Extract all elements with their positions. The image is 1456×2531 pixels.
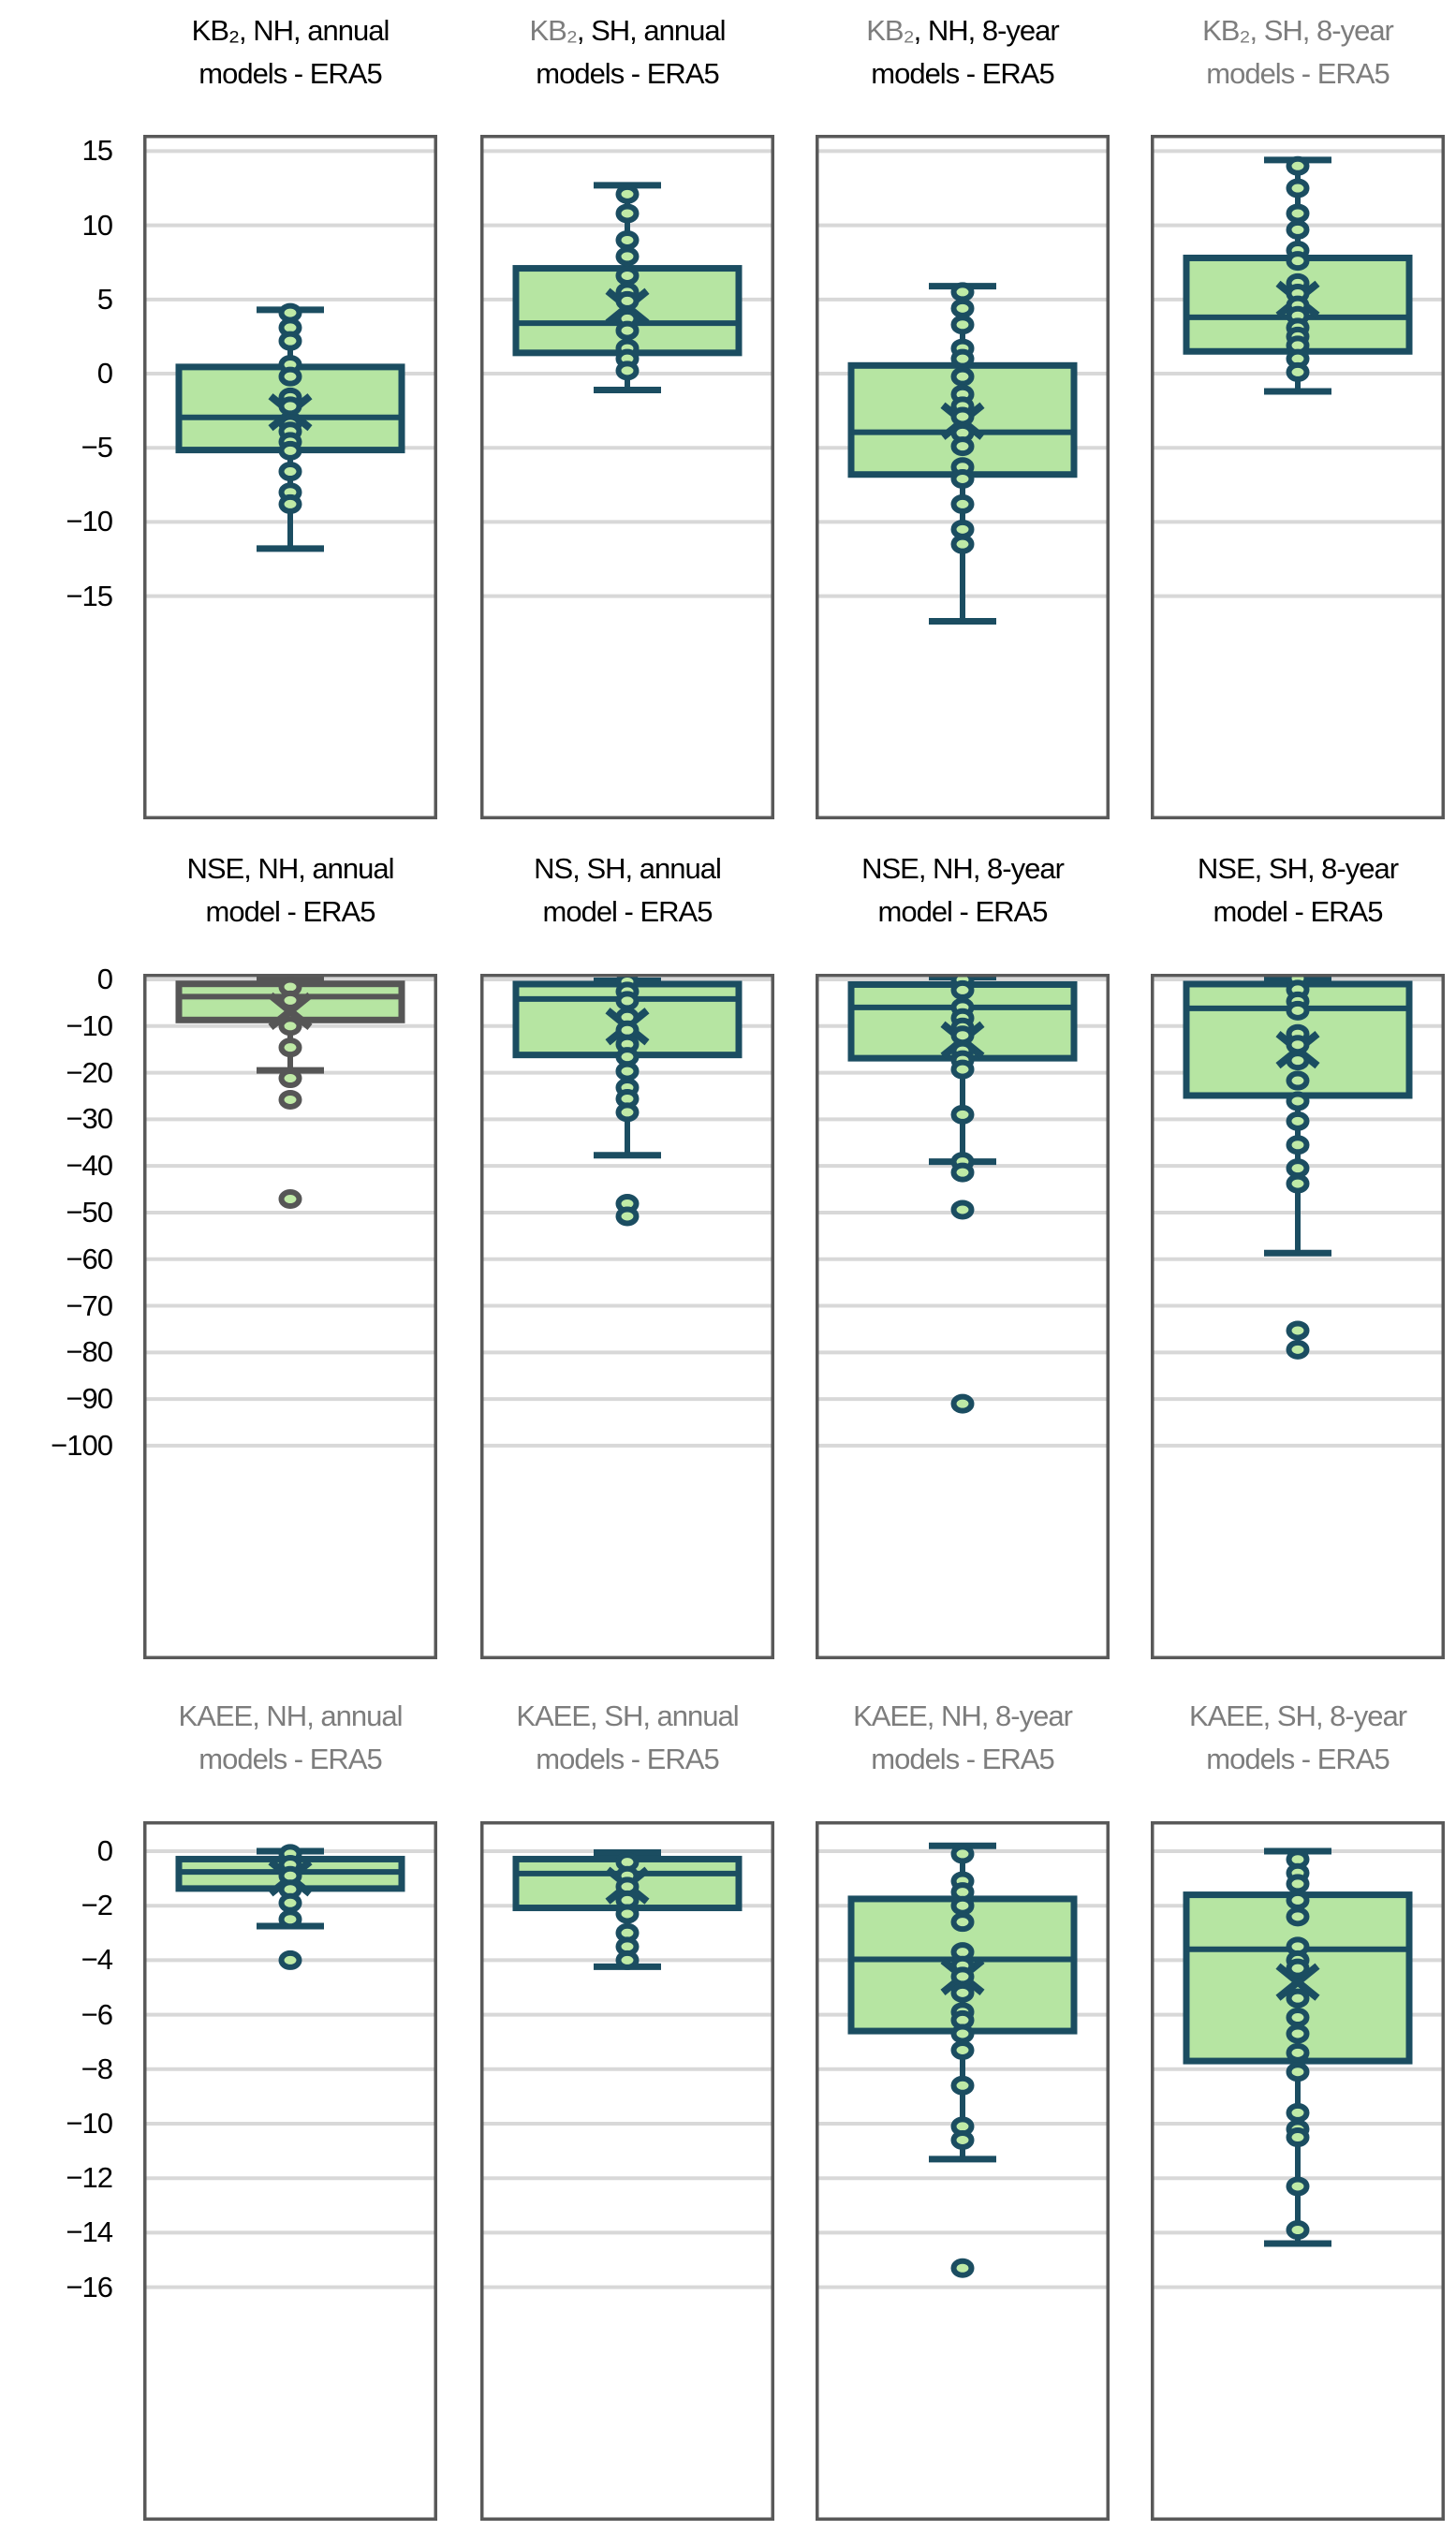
boxplot-canvas: [480, 135, 774, 819]
subplot-title-line2: model - ERA5: [877, 895, 1048, 928]
data-point-dot: [282, 1953, 300, 1967]
data-point-dot: [1289, 223, 1307, 237]
data-point-dot: [282, 993, 300, 1008]
subplot-title-line2: model - ERA5: [542, 895, 713, 928]
data-point-dot: [282, 444, 300, 458]
data-point-dot: [619, 363, 637, 377]
title-qualifier: , NH, annual: [252, 1700, 403, 1732]
title-qualifier: , SH, annual: [576, 14, 726, 47]
subplot-title: [785, 1695, 1140, 1781]
data-point-dot: [954, 1202, 972, 1216]
data-point-dot: [1289, 2179, 1307, 2193]
y-axis-tick-label: −10: [66, 1009, 112, 1042]
data-point-dot: [282, 1071, 300, 1085]
subplot-title: [785, 9, 1140, 96]
data-point-dot: [954, 1166, 972, 1180]
y-axis-tick-label: −40: [66, 1149, 112, 1182]
data-point-dot: [954, 1847, 972, 1861]
title-qualifier: , NH, 8-year: [926, 1700, 1072, 1732]
subplot-title: [785, 847, 1140, 934]
data-point-dot: [619, 249, 637, 263]
data-point-dot: [954, 302, 972, 316]
data-point-dot: [1289, 1876, 1307, 1891]
title-qualifier: , SH, annual: [590, 1700, 739, 1732]
subplot-title-line1: [449, 1695, 805, 1738]
y-axis-tick-label: −70: [66, 1289, 112, 1322]
title-qualifier: , SH, 8-year: [1249, 14, 1393, 47]
data-point-dot: [954, 2133, 972, 2147]
boxplot-canvas: [1151, 1821, 1445, 2521]
data-point-dot: [1289, 1053, 1307, 1067]
subplot-title-line2: models - ERA5: [1206, 1743, 1390, 1775]
subplot-title-line1: [785, 847, 1140, 890]
data-point-dot: [1289, 1893, 1307, 1907]
data-point-dot: [1289, 2065, 1307, 2079]
data-point-dot: [1289, 2130, 1307, 2144]
data-point-dot: [619, 1105, 637, 1119]
metric-label: KB₂: [1202, 14, 1250, 47]
y-axis-tick-label: −2: [81, 1889, 112, 1921]
subplot-title: [1120, 1695, 1456, 1781]
data-point-dot: [954, 1108, 972, 1122]
subplot-title-line1: [112, 1695, 468, 1738]
subplot-title: [449, 847, 805, 934]
metric-label: KB₂: [529, 14, 577, 47]
y-axis-tick-label: −15: [66, 580, 112, 612]
data-point-dot: [954, 439, 972, 453]
title-qualifier: , NH, 8-year: [918, 852, 1064, 885]
metric-label: KAEE: [516, 1700, 591, 1732]
data-point-dot: [619, 1953, 637, 1967]
y-axis-tick-label: −14: [66, 2215, 112, 2248]
title-qualifier: , SH, annual: [572, 852, 721, 885]
data-point-dot: [619, 187, 637, 201]
y-axis-tick-label: 15: [81, 134, 112, 167]
metric-label: KAEE: [178, 1700, 253, 1732]
subplot-title: [1120, 847, 1456, 934]
title-qualifier: , SH, 8-year: [1262, 1700, 1407, 1732]
subplot-title-line1: [1120, 9, 1456, 52]
data-point-dot: [282, 1093, 300, 1107]
subplot-title: [112, 9, 468, 96]
data-point-dot: [619, 1065, 637, 1079]
data-point-dot: [282, 1896, 300, 1910]
data-point-dot: [954, 352, 972, 366]
data-point-dot: [1289, 1343, 1307, 1357]
subplot-title: [449, 1695, 805, 1781]
boxplot-canvas: [480, 1821, 774, 2521]
y-axis-tick-label: 0: [96, 357, 112, 390]
data-point-dot: [954, 1063, 972, 1077]
boxplot-canvas: [143, 974, 437, 1659]
metric-label: NSE: [861, 852, 919, 885]
data-point-dot: [954, 317, 972, 331]
y-axis-tick-label: −8: [81, 2053, 112, 2085]
metric-label: KB₂: [866, 14, 914, 47]
subplot-title: [112, 1695, 468, 1781]
data-point-dot: [619, 1209, 637, 1223]
data-point-dot: [1289, 206, 1307, 220]
data-point-dot: [282, 306, 300, 320]
subplot-title: [449, 9, 805, 96]
data-point-dot: [1289, 1094, 1307, 1108]
boxplot-canvas: [143, 1821, 437, 2521]
title-qualifier: , NH, annual: [239, 14, 390, 47]
data-point-dot: [954, 1969, 972, 1983]
subplot-title-line2: models - ERA5: [1206, 57, 1390, 90]
data-point-dot: [1289, 2026, 1307, 2040]
y-axis-tick-label: 5: [96, 283, 112, 316]
subplot-title: [1120, 9, 1456, 96]
data-point-dot: [619, 294, 637, 308]
data-point-dot: [1289, 2046, 1307, 2060]
data-point-dot: [954, 285, 972, 299]
data-point-dot: [1289, 2010, 1307, 2024]
data-point-dot: [282, 464, 300, 478]
boxplot-canvas: [1151, 974, 1445, 1659]
data-point-dot: [1289, 159, 1307, 173]
data-point-dot: [282, 1192, 300, 1206]
data-point-dot: [954, 1915, 972, 1929]
data-point-dot: [954, 522, 972, 537]
subplot-title-line2: models - ERA5: [871, 57, 1054, 90]
y-axis-tick-label: −80: [66, 1335, 112, 1368]
subplot-title-line2: models - ERA5: [199, 1743, 382, 1775]
y-axis-tick-label: −60: [66, 1243, 112, 1275]
metric-label: KAEE: [1188, 1700, 1263, 1732]
data-point-dot: [282, 370, 300, 384]
data-point-dot: [954, 983, 972, 997]
data-point-dot: [954, 370, 972, 384]
data-point-dot: [282, 399, 300, 413]
data-point-dot: [954, 537, 972, 552]
y-axis-tick-label: 0: [96, 1834, 112, 1867]
subplot-title: [112, 847, 468, 934]
subplot-title-line2: model - ERA5: [205, 895, 375, 928]
data-point-dot: [1289, 1992, 1307, 2006]
metric-label: NS: [534, 852, 573, 885]
data-point-dot: [1289, 1177, 1307, 1191]
y-axis-tick-label: 10: [81, 209, 112, 242]
data-point-dot: [1289, 254, 1307, 268]
data-point-dot: [1289, 1004, 1307, 1018]
title-qualifier: , SH, 8-year: [1254, 852, 1399, 885]
data-point-dot: [954, 497, 972, 511]
y-axis-tick-label: −10: [66, 505, 112, 537]
metric-label: KB₂: [191, 14, 240, 47]
data-point-dot: [282, 334, 300, 348]
data-point-dot: [1289, 1962, 1307, 1976]
metric-label: NSE: [186, 852, 244, 885]
data-point-dot: [1289, 1323, 1307, 1337]
data-point-dot: [954, 1397, 972, 1411]
data-point-dot: [1289, 1074, 1307, 1088]
data-point-dot: [619, 233, 637, 247]
boxplot-canvas: [816, 135, 1110, 819]
y-axis-tick-label: −16: [66, 2271, 112, 2303]
metric-label: KAEE: [853, 1700, 927, 1732]
data-point-dot: [954, 2043, 972, 2057]
data-point-dot: [282, 1040, 300, 1054]
y-axis-tick-label: −30: [66, 1102, 112, 1135]
subplot-title-line1: [449, 9, 805, 52]
data-point-dot: [1289, 1909, 1307, 1923]
subplot-title-line2: models - ERA5: [536, 1743, 719, 1775]
title-qualifier: , NH, 8-year: [913, 14, 1059, 47]
data-point-dot: [619, 206, 637, 220]
metric-label: NSE: [1197, 852, 1255, 885]
subplot-title-line1: [112, 9, 468, 52]
boxplot-canvas: [816, 1821, 1110, 2521]
data-point-dot: [1289, 2106, 1307, 2120]
subplot-title-line2: models - ERA5: [199, 57, 382, 90]
subplot-title-line2: model - ERA5: [1213, 895, 1383, 928]
data-point-dot: [619, 269, 637, 283]
data-point-dot: [1289, 2223, 1307, 2237]
data-point-dot: [619, 993, 637, 1008]
boxplot-canvas: [1151, 135, 1445, 819]
data-point-dot: [954, 472, 972, 486]
data-point-dot: [619, 1906, 637, 1920]
subplot-title-line2: models - ERA5: [871, 1743, 1054, 1775]
subplot-title-line2: models - ERA5: [536, 57, 719, 90]
data-point-dot: [954, 1986, 972, 2000]
data-point-dot: [1289, 365, 1307, 379]
data-point-dot: [619, 324, 637, 338]
subplot-title-line1: [785, 9, 1140, 52]
data-point-dot: [282, 1019, 300, 1033]
data-point-dot: [954, 1899, 972, 1913]
y-axis-tick-label: −6: [81, 1998, 112, 2031]
subplot-title-line1: [1120, 847, 1456, 890]
y-axis-tick-label: −100: [51, 1429, 112, 1462]
subplot-title-line1: [112, 847, 468, 890]
title-qualifier: , NH, annual: [243, 852, 394, 885]
subplot-title-line1: [1120, 1695, 1456, 1738]
data-point-dot: [1289, 1114, 1307, 1128]
data-point-dot: [282, 497, 300, 511]
y-axis-tick-label: −5: [81, 431, 112, 464]
subplot-title-line1: [449, 847, 805, 890]
y-axis-tick-label: −10: [66, 2107, 112, 2140]
y-axis-tick-label: −4: [81, 1943, 112, 1976]
y-axis-tick-label: −90: [66, 1382, 112, 1415]
data-point-dot: [954, 1028, 972, 1042]
data-point-dot: [954, 409, 972, 423]
y-axis-tick-label: −12: [66, 2161, 112, 2194]
data-point-dot: [1289, 1138, 1307, 1152]
boxplot-canvas: [143, 135, 437, 819]
y-axis-tick-label: −50: [66, 1196, 112, 1229]
data-point-dot: [282, 1912, 300, 1926]
data-point-dot: [1289, 1037, 1307, 1052]
boxplot-canvas: [480, 974, 774, 1659]
data-point-dot: [1289, 1161, 1307, 1175]
data-point-dot: [954, 2026, 972, 2040]
y-axis-tick-label: 0: [96, 963, 112, 995]
data-point-dot: [954, 2261, 972, 2275]
data-point-dot: [954, 2079, 972, 2093]
y-axis-tick-label: −20: [66, 1056, 112, 1089]
data-point-dot: [1289, 182, 1307, 196]
boxplot-canvas: [816, 974, 1110, 1659]
subplot-title-line1: [785, 1695, 1140, 1738]
